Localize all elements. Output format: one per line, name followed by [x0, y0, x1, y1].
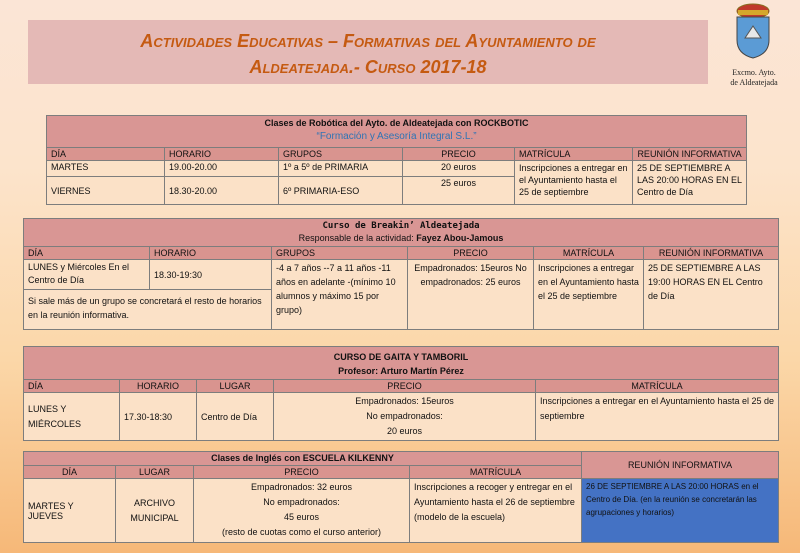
table-cell: 25 euros [403, 177, 515, 205]
breakin-subtitle-name: Fayez Abou-Jamous [416, 233, 504, 243]
table-cell: 17.30-18:30 [120, 393, 197, 441]
page-title [28, 20, 708, 84]
table-cell: 20 euros [403, 161, 515, 177]
table-cell: ARCHIVO MUNICIPAL [116, 479, 194, 543]
col-header: REUNIÓN INFORMATIVA [644, 247, 779, 260]
table-cell: Centro de Día [197, 393, 274, 441]
ingles-title: Clases de Inglés con ESCUELA KILKENNY [24, 452, 582, 466]
table-cell: Empadronados: 15euros No empadronados: 25 euros [408, 260, 534, 330]
precio-line: 20 euros [386, 426, 423, 436]
breakin-subtitle-label: Responsable de la actividad: [298, 233, 417, 243]
gaita-subtitle: Profesor: Arturo Martín Pérez [338, 366, 464, 376]
coat-of-arms-icon [730, 2, 776, 60]
col-header: DÍA [24, 380, 120, 393]
table-cell: 25 DE SEPTIEMBRE A LAS 19:00 HORAS EN EL Centro de Día [644, 260, 779, 330]
col-header: REUNIÓN INFORMATIVA [582, 452, 779, 479]
title-line-1: Actividades Educativas – Formativas del Ayuntamiento de [140, 31, 596, 51]
table-cell: VIERNES [47, 177, 165, 205]
table-cell: LUNES y Miércoles En el Centro de Día [24, 260, 150, 290]
precio-line: No empadronados: [366, 411, 443, 421]
table-cell: Inscripciones a entregar en el Ayuntamiento hasta el 25 de septiembre [534, 260, 644, 330]
gaita-table [23, 346, 779, 441]
col-header: MATRÍCULA [536, 380, 779, 393]
table-cell: MARTES [47, 161, 165, 177]
table-cell: Inscripciones a recoger y entregar en el Ayuntamiento hasta el 26 de septiembre (modelo de la escuela) [410, 479, 582, 543]
table-cell: MARTES Y JUEVES [24, 479, 116, 543]
col-header: HORARIO [165, 148, 279, 161]
table-cell: Inscripciones a entregar en el Ayuntamiento hasta el 25 de septiembre [515, 161, 633, 205]
table-cell: LUNES Y MIÉRCOLES [24, 393, 120, 441]
table-cell: Inscripciones a entregar en el Ayuntamiento hasta el 25 de septiembre [536, 393, 779, 441]
col-header: MATRÍCULA [410, 466, 582, 479]
robotica-title: Clases de Robótica del Ayto. de Aldeatejada con ROCKBOTIC [264, 118, 529, 128]
col-header: LUGAR [197, 380, 274, 393]
col-header: PRECIO [194, 466, 410, 479]
col-header: HORARIO [150, 247, 272, 260]
col-header: DÍA [24, 247, 150, 260]
precio-line: 45 euros [283, 512, 320, 522]
precio-line: (resto de cuotas como el curso anterior) [221, 527, 382, 537]
table-cell: 18.30-19:30 [150, 260, 272, 290]
table-cell: 6º PRIMARIA-ESO [279, 177, 403, 205]
table-cell: -4 a 7 años --7 a 11 años -11 años en adelante -(mínimo 10 alumnos y máximo 15 por grupo) [272, 260, 408, 330]
precio-line: No empadronados: [263, 497, 340, 507]
table-cell: 25 DE SEPTIEMBRE A LAS 20:00 HORAS EN EL Centro de Día [633, 161, 747, 205]
col-header: GRUPOS [279, 148, 403, 161]
col-header: PRECIO [274, 380, 536, 393]
breakin-title: Curso de Breakin’ Aldeatejada [322, 221, 480, 231]
col-header: MATRÍCULA [534, 247, 644, 260]
col-header: MATRÍCULA [515, 148, 633, 161]
col-header: DÍA [47, 148, 165, 161]
col-header: HORARIO [120, 380, 197, 393]
title-line-2: Aldeatejada.- Curso 2017-18 [249, 57, 487, 77]
robotica-table [46, 115, 747, 205]
precio-line: Empadronados: 32 euros [250, 482, 353, 492]
ingles-table [23, 451, 779, 543]
col-header: GRUPOS [272, 247, 408, 260]
table-cell: 18.30-20.00 [165, 177, 279, 205]
col-header: DÍA [24, 466, 116, 479]
robotica-subtitle: “Formación y Asesoría Integral S.L.” [316, 131, 477, 142]
breakin-table [23, 218, 779, 330]
crest-caption: Excmo. Ayto. de Aldeatejada [730, 68, 778, 87]
table-cell: Si sale más de un grupo se concretará el resto de horarios en la reunión informativa. [24, 290, 272, 330]
table-cell: 1º a 5º de PRIMARIA [279, 161, 403, 177]
table-cell: 19.00-20.00 [165, 161, 279, 177]
precio-line: Empadronados: 15euros [355, 396, 454, 406]
table-cell: 26 DE SEPTIEMBRE A LAS 20:00 HORAS en el Centro de Día. (en la reunión se concretarán las agrupaciones y horarios) [582, 479, 779, 543]
col-header: LUGAR [116, 466, 194, 479]
col-header: PRECIO [403, 148, 515, 161]
col-header: PRECIO [408, 247, 534, 260]
gaita-title: CURSO DE GAITA Y TAMBORIL [333, 352, 469, 362]
col-header: REUNIÓN INFORMATIVA [633, 148, 747, 161]
